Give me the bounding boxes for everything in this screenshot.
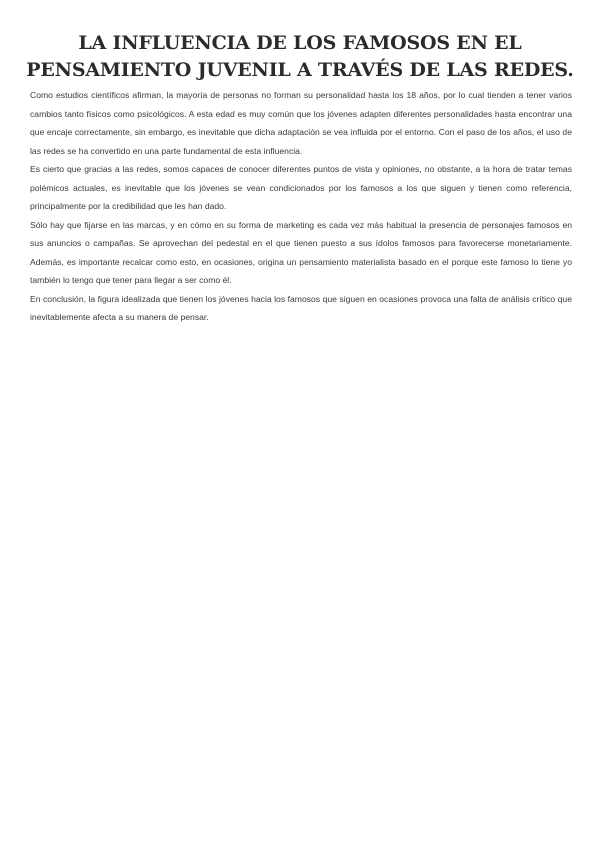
document-body: [30, 86, 572, 327]
document-title: [20, 30, 580, 84]
paragraph-2: Es cierto que gracias a las redes, somos capaces de conocer diferentes puntos de vista y opiniones, no obstante, a la hora de tratar temas polémicos actuales, es inevitable que los jóvenes se vean condicionados por los famosos a los que siguen y tienen como referencia, principalmente por la credibilidad que les han dado.: [30, 164, 572, 211]
paragraph-1: Como estudios científicos afirman, la mayoría de personas no forman su personalidad hasta los 18 años, por lo cual tienden a tener varios cambios tanto físicos como psicológicos. A esta edad es muy común que los jóvenes adapten diferentes personalidades hasta encontrar una que encaje correctamente, sin embargo, es inevitable que dicha adaptación se vea influida por el entorno. Con el paso de los años, el uso de las redes se ha convertido en una parte fundamental de esta influencia.: [30, 90, 572, 156]
paragraph-4: En conclusión, la figura idealizada que tienen los jóvenes hacia los famosos que siguen en ocasiones provoca una falta de análisis crítico que inevitablemente afecta a su manera de pensar.: [30, 293, 572, 322]
paragraph-3: Sólo hay que fijarse en las marcas, y en cómo en su forma de marketing es cada vez más habitual la presencia de personajes famosos en sus anuncios o campañas. Se aprovechan del pedestal en el que tienen puesto a sus ídolos famosos para favorecerse monetariamente. Además, es importante recalcar como esto, en ocasiones, origina un pensamiento materialista basado en el porque este famoso lo tiene yo también lo tengo que tener para llegar a ser como él.: [30, 219, 572, 285]
title-line-1: LA INFLUENCIA DE LOS FAMOSOS EN EL: [78, 32, 522, 54]
title-line-2: PENSAMIENTO JUVENIL A TRAVÉS DE LAS REDES.: [26, 59, 574, 81]
